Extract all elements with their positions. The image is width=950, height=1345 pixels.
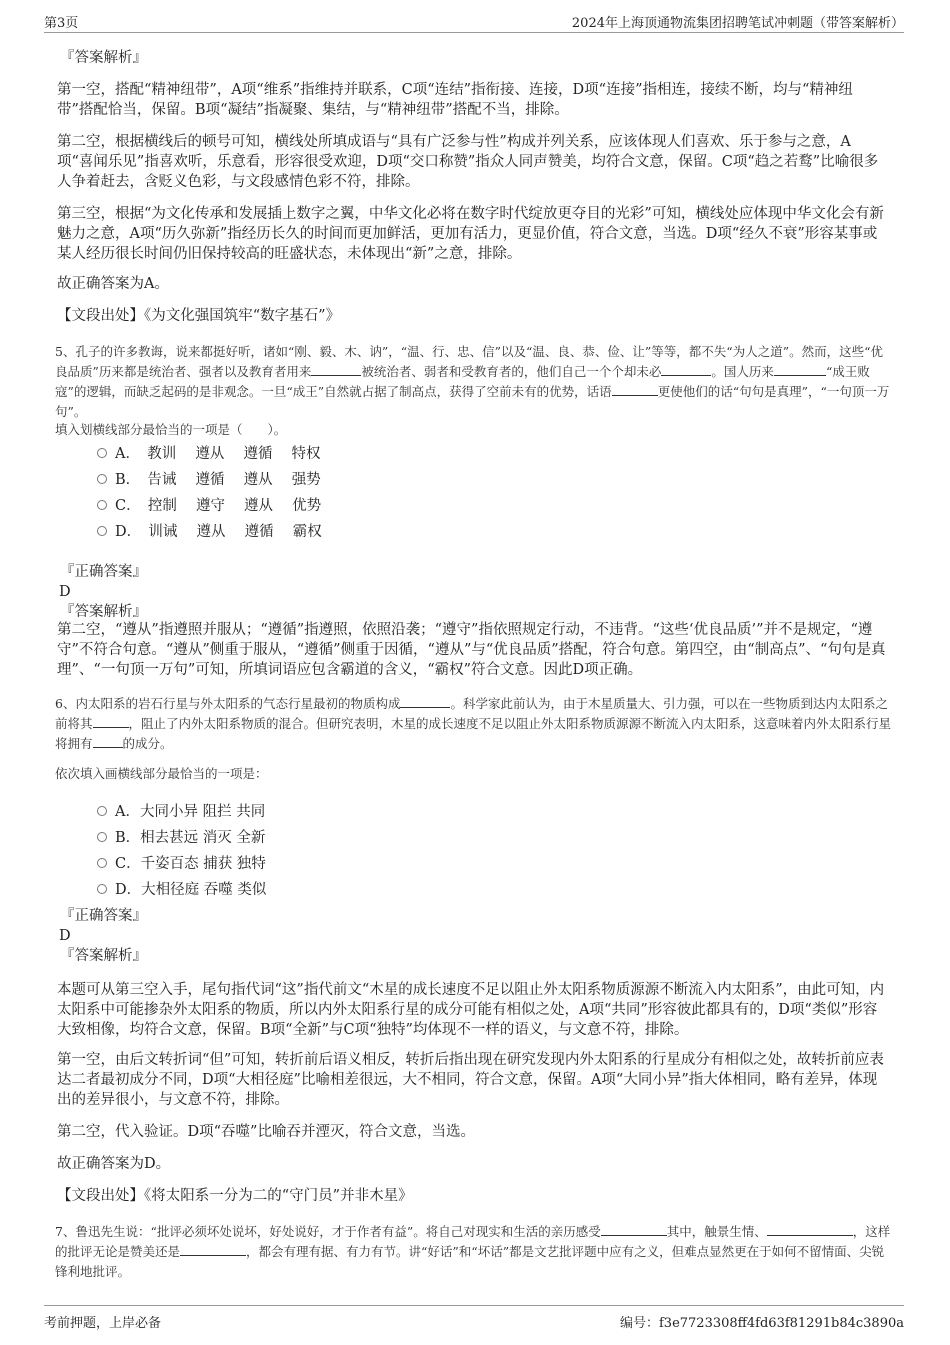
blank	[311, 363, 361, 376]
radio-icon[interactable]	[97, 832, 107, 842]
q6-option-c[interactable]: C．千姿百态 捕获 独特	[97, 854, 266, 874]
q6-analysis-label: 『答案解析』	[60, 948, 147, 964]
radio-icon[interactable]	[97, 526, 107, 536]
q6-answer-label: 『正确答案』	[60, 908, 147, 924]
q6-analysis-para-3: 第二空，代入验证。D项“吞噬”比喻吞并湮灭，符合文意，当选。	[57, 1124, 475, 1140]
page-number: 第3页	[44, 16, 79, 31]
q6-conclusion: 故正确答案为D。	[57, 1156, 171, 1172]
radio-icon[interactable]	[97, 884, 107, 894]
q6-source: 【文段出处】《将太阳系一分为二的“守门员”并非木星》	[57, 1188, 413, 1204]
blank	[93, 735, 123, 748]
radio-icon[interactable]	[97, 500, 107, 510]
q5-analysis-label: 『答案解析』	[60, 604, 147, 620]
q5-option-c[interactable]: C． 控制 遵守 遵从 优势	[97, 496, 321, 516]
radio-icon[interactable]	[97, 474, 107, 484]
q6-prompt: 依次填入画横线部分最恰当的一项是：	[55, 766, 268, 781]
q6-option-b[interactable]: B．相去甚远 消灭 全新	[97, 828, 265, 848]
q5-prompt: 填入划横线部分最恰当的一项是（ ）。	[55, 422, 287, 437]
footer-slogan: 考前押题，上岸必备	[44, 1316, 162, 1331]
q5-option-d[interactable]: D． 训诫 遵从 遵循 霸权	[97, 522, 322, 542]
q5-answer-label: 『正确答案』	[60, 564, 147, 580]
q4-conclusion: 故正确答案为A。	[57, 276, 169, 292]
q6-analysis-para-2: 第一空，由后文转折词“但”可知，转折前后语义相反，转折后指出现在研究发现内外太阳系的行星成分有相似之处，故转折前应表达二者最初成分不同，D项“大相径庭”比喻相差很远，大不相同，符合文意，保留。A项“大同小异”指大体相同，略有差异，体现出的差异很小，与文意不符，排除。	[57, 1052, 884, 1108]
blank	[180, 1243, 246, 1256]
q6-option-a[interactable]: A．大同小异 阻拦 共同	[97, 802, 265, 822]
document-code: 编号：f3e7723308ff4fd63f81291b84c3890a	[619, 1316, 904, 1331]
document-title: 2024年上海顶通物流集团招聘笔试冲刺题（带答案解析）	[571, 16, 904, 31]
q4-source: 【文段出处】《为文化强国筑牢“数字基石”》	[57, 308, 341, 324]
q4-analysis-para-2: 第二空，根据横线后的顿号可知，横线处所填成语与“具有广泛参与性”构成并列关系，应该体现人们喜欢、乐于参与之意，A项“喜闻乐见”指喜欢听，乐意看，形容很受欢迎，D项“交口称赞”指众人同声赞美，均符合文意，保留。C项“趋之若鹜”比喻很多人争着赶去，含贬义色彩，与文段感情色彩不符，排除。	[57, 134, 879, 190]
page-footer	[44, 1305, 904, 1330]
q4-analysis-para-1: 第一空，搭配“精神纽带”，A项“维系”指维持并联系，C项“连结”指衔接、连接，D项“连接”指相连，接续不断，均与“精神纽带”搭配恰当，保留。B项“凝结”指凝聚、集结，与“精神纽带”搭配不当，排除。	[57, 82, 853, 118]
q6-analysis-para-1: 本题可从第三空入手，尾句指代词“这”指代前文“木星的成长速度不足以阻止外太阳系物质源源不断流入内太阳系”，由此可知，内太阳系中可能掺杂外太阳系的物质，所以内外太阳系行星的成分可能有相似之处，A项“共同”形容彼此都具有的，D项“类似”形容大致相像，均符合文意，保留。B项“全新”与C项“独特”均体现不一样的语义，与文意不符，排除。	[57, 982, 885, 1038]
q5-option-b[interactable]: B． 告诫 遵循 遵从 强势	[97, 470, 321, 490]
radio-icon[interactable]	[97, 448, 107, 458]
blank	[93, 715, 129, 728]
page-header	[44, 10, 904, 33]
q5-answer: D	[59, 584, 71, 600]
q6-stem: 6、内太阳系的岩石行星与外太阳系的气态行星最初的物质构成 。科学家此前认为，由于木星质量大、引力强，可以在一些物质到达内太阳系之前将其 ，阻止了内外太阳系物质的混合。但研究表明，木星的成长速度不足以阻止外太阳系物质源源不断流入内太阳系，这意味着内外太阳系行星将拥有 的成分。	[55, 696, 892, 751]
q5-stem: 5、孔子的许多教诲，说来都挺好听，诸如“刚、毅、木、讷”，“温、行、忠、信”以及“温、良、恭、俭、让”等等，都不失“为人之道”。然而，这些“优良品质”历来都是统治者、强者以及教育者用来 被统治者、弱者和受教育者的，他们自己一个个却未必 。国人历来 “成王败寇”的逻辑，而缺乏起码的是非观念。一旦“成王”自然就占据了制高点，获得了空前未有的优势，话语 更使他们的话“句句是真理”，“一句顶一万句”。	[55, 344, 890, 419]
blank	[400, 695, 450, 708]
blank	[661, 363, 711, 376]
blank	[612, 383, 658, 396]
q5-analysis: 第二空，“遵从”指遵照并服从；“遵循”指遵照，依照沿袭；“遵守”指依照规定行动，不违背。“这些‘优良品质’”并不是规定，“遵守”不符合句意。“遵从”侧重于服从，“遵循”侧重于因循，“遵从”与“优良品质”搭配，符合句意。第四空，由“制高点”、“句句是真理”、“一句顶一万句”可知，所填词语应包含霸道的含义，“霸权”符合文意。因此D项正确。	[57, 622, 886, 678]
q4-analysis-label: 『答案解析』	[60, 50, 147, 66]
q4-analysis-para-3: 第三空，根据“为文化传承和发展插上数字之翼，中华文化必将在数字时代绽放更夺目的光彩”可知，横线处应体现中华文化会有新魅力之意，A项“历久弥新”指经历长久的时间而更加鲜活，更加有活力，更显价值，符合文意，当选。D项“经久不衰”形容某事或某人经历很长时间仍旧保持较高的旺盛状态，未体现出“新”之意，排除。	[57, 206, 884, 262]
q6-option-d[interactable]: D．大相径庭 吞噬 类似	[97, 880, 266, 900]
radio-icon[interactable]	[97, 858, 107, 868]
radio-icon[interactable]	[97, 806, 107, 816]
q7-stem: 7、鲁迅先生说：“批评必须坏处说坏，好处说好，才于作者有益”。将自己对现实和生活的亲历感受 其中，触景生情、 ，这样的批评无论是赞美还是 ，都会有理有据、有力有节。讲“好话”和“坏话”都是文艺批评题中应有之义，但难点显然更在于如何不留情面、尖锐锋利地批评。	[55, 1224, 891, 1279]
blank	[767, 1223, 853, 1236]
q5-option-a[interactable]: A． 教训 遵从 遵循 特权	[97, 444, 321, 464]
blank	[601, 1223, 667, 1236]
q6-answer: D	[59, 928, 71, 944]
blank	[774, 363, 826, 376]
